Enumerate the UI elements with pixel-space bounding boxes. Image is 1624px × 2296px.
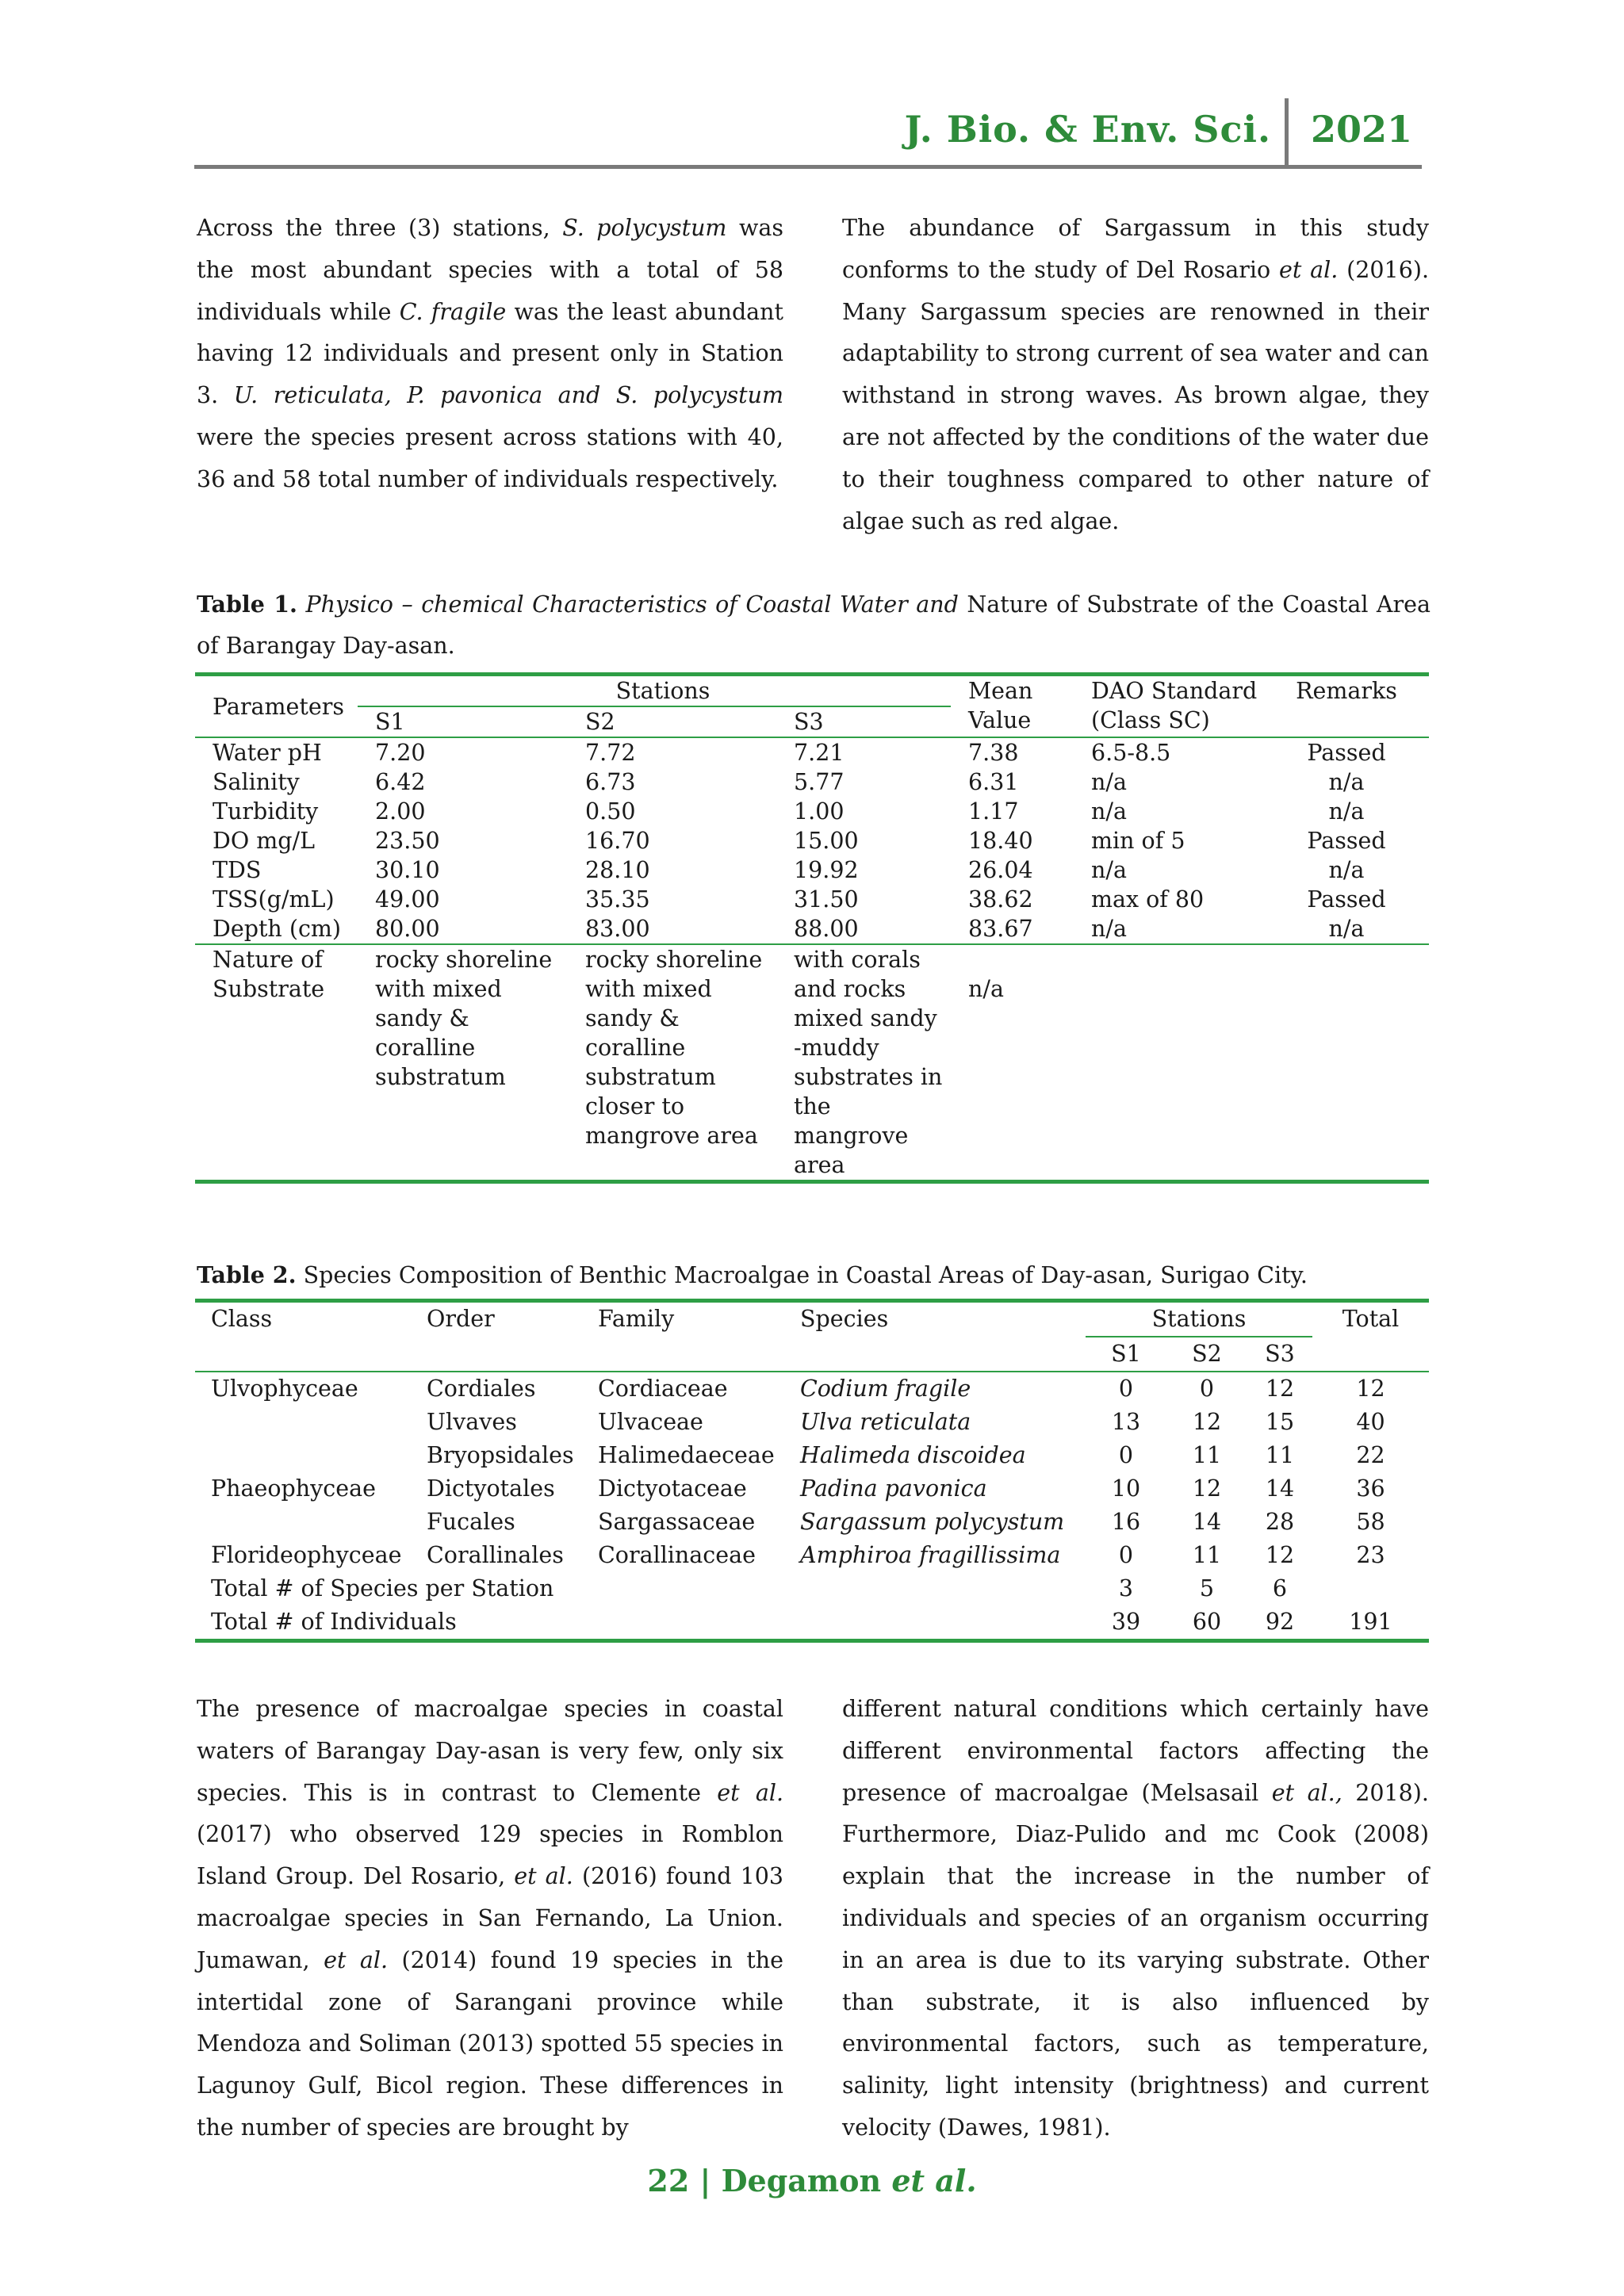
table2-caption: Table 2. Species Composition of Benthic Macroalgae in Coastal Areas of Day-asan, Surigao City. — [197, 1261, 1308, 1288]
table-row: Fucales Sargassaceae Sargassum polycystum 16 14 28 58 — [427, 1509, 1385, 1535]
page-footer: 22 | Degamon et al. — [647, 2163, 977, 2198]
paragraph-top-right: The abundance of Sargassum in this study conforms to the study of Del Rosario et al. (2016). Many Sargassum species are renowned in their adaptability to strong current of sea water and can withstand in strong waves. As brown algae, they are not affected by the conditions of the water due to their toughness compared to other nature of algae such as red algae. — [842, 215, 1430, 534]
table-row: TSS(g/mL) 49.00 35.35 31.50 38.62 max of 80 Passed — [213, 886, 1386, 913]
paragraph-top-left: Across the three (3) stations, S. polycystum was the most abundant species with a total of 58 individuals while C. fragile was the least abundant having 12 individuals and present only in Station 3. U. reticulata, P. pavonica and S. polycystum were the species present across stations with 40, 36 and 58 total number of individuals respectively. — [197, 215, 783, 492]
table-row: Water pH 7.20 7.72 7.21 7.38 6.5-8.5 Passed — [195, 737, 1429, 767]
table2: Class Order Family Species Stations Total S1 S2 S3 Ulvophyceae Cordiales Cordiaceae Codium fragile 0 0 12 12 Ulvaves Ulvaceae Ulva reticulata 13 12 15 40 Bryopsidales Halimedaeceae Halimeda discoidea 0 11 11 22 Phaeophyceae Dictyotales Dictyotaceae Padina pavonica 10 12 14 36 Fucales Sargassaceae Sargassum polycystum 16 14 28 58 Florideophyceae Corallinales Corallinaceae Amphiroa fragillissima 0 11 12 23 Total # of Species per Station 3 5 6 Total # of Individuals 39 60 92 191 — [195, 1299, 1429, 1643]
table-row: Ulvophyceae Cordiales Cordiaceae Codium fragile 0 0 12 12 — [195, 1372, 1429, 1406]
table-row-total-individuals: Total # of Individuals 39 60 92 191 — [195, 1605, 1429, 1641]
paragraph-bottom-right: different natural conditions which certainly have different environmental factors affecting the presence of macroalgae (Melsasail et al., 2018). Furthermore, Diaz-Pulido and mc Cook (2008) explain that the increase in the number of individuals and species of an organism occurring in an area is due to its varying substrate. Other than substrate, it is also influenced by environmental factors, such as temperature, salinity, light intensity (brightness) and current velocity (Dawes, 1981). — [842, 1696, 1429, 2141]
table1: Parameters Stations Mean Value DAO Standard (Class SC) Remarks S1 S2 S3 Water pH 7.20 7.72 7.21 7.38 6.5-8.5 Passed Salinity 6.42 6.73 5.77 6.31 n/a n/a Turbidity 2.00 0.50 1.00 1.17 n/a n/a DO mg/L 23.50 16.70 15.00 18.40 min of 5 Passed TDS 30.10 28.10 19.92 26.04 n/a n/a TSS(g/mL) 49.00 35.35 31.50 38.62 max of 80 Passed Depth (cm) 80.00 83.00 88.00 83.67 n/a n/a Nature of Substrate rocky shoreline with mixed sandy & coralline substratum rocky shoreline with mixed sandy & coralline substratum closer to mangrove area with corals and rocks mixed sandy -muddy substrates in the mangrove area n/a — [195, 672, 1429, 1184]
journal-name: J. Bio. & Env. Sci. — [904, 108, 1271, 151]
running-header — [194, 95, 1422, 169]
table-row: DO mg/L 23.50 16.70 15.00 18.40 min of 5 Passed — [213, 828, 1386, 854]
table-row: Phaeophyceae Dictyotales Dictyotaceae Padina pavonica 10 12 14 36 — [211, 1475, 1385, 1502]
table-row: Florideophyceae Corallinales Corallinaceae Amphiroa fragillissima 0 11 12 23 — [211, 1542, 1385, 1568]
table-row: Depth (cm) 80.00 83.00 88.00 83.67 n/a n/a — [213, 916, 1365, 942]
table1-header-row: Parameters Stations Mean Value DAO Standard (Class SC) Remarks — [195, 675, 1429, 707]
table2-header-row: Class Order Family Species Stations Total — [195, 1301, 1429, 1337]
journal-year: 2021 — [1310, 108, 1412, 151]
table1-caption: Table 1. Physico – chemical Characteristics of Coastal Water and Nature of Substrate of the Coastal Area of Barangay Day-asan. — [197, 591, 1431, 659]
table-row: TDS 30.10 28.10 19.92 26.04 n/a n/a — [213, 857, 1365, 883]
table-row: Salinity 6.42 6.73 5.77 6.31 n/a n/a — [213, 769, 1365, 795]
table-row: Turbidity 2.00 0.50 1.00 1.17 n/a n/a — [213, 798, 1365, 825]
header-divider — [1285, 98, 1289, 165]
table-row: Bryopsidales Halimedaeceae Halimeda discoidea 0 11 11 22 — [427, 1442, 1385, 1468]
table-row-species-per-station: Total # of Species per Station 3 5 6 — [211, 1575, 1288, 1601]
table-row-substrate: Nature of Substrate rocky shoreline with mixed sandy & coralline substratum rocky shoreline with mixed sandy & coralline substratum closer to mangrove area with corals and rocks mixed sandy -muddy substrates in the mangrove area n/a — [195, 944, 1429, 1182]
table-row: Ulvaves Ulvaceae Ulva reticulata 13 12 15 40 — [427, 1409, 1385, 1435]
paragraph-bottom-left: The presence of macroalgae species in coastal waters of Barangay Day-asan is very few, only six species. This is in contrast to Clemente et al. (2017) who observed 129 species in Romblon Island Group. Del Rosario, et al. (2016) found 103 macroalgae species in San Fernando, La Union. Jumawan, et al. (2014) found 19 species in the intertidal zone of Sarangani province while Mendoza and Soliman (2013) spotted 55 species in Lagunoy Gulf, Bicol region. These differences in the number of species are brought by — [197, 1696, 784, 2141]
